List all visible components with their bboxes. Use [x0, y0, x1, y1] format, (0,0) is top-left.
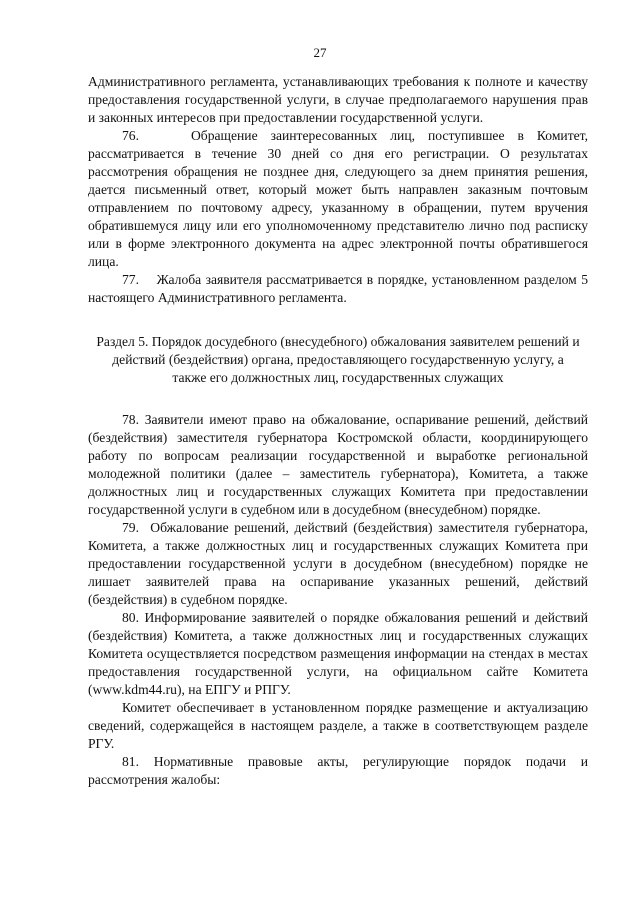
- paragraph-79: 79. Обжалование решений, действий (бездействия) заместителя губернатора, Комитета, а также должностных лиц и государственных служащих Комитета при предоставлении государственной услуги в досудебном (внесудебном) порядке не лишает заявителей права на оспаривание указанных решений, действий (бездействия) в судебном порядке.: [88, 520, 588, 607]
- paragraph-78: 78. Заявители имеют право на обжалование, оспаривание решений, действий (бездействия) заместителя губернатора Костромской области, координирующего работу по вопросам реализации государственной и выработке региональной молодежной политики (далее – заместитель губернатора), Комитета, а также должностных лиц и государственных служащих Комитета при предоставлении государственной услуги в судебном или в досудебном (внесудебном) порядке.: [88, 412, 588, 517]
- paragraph-76: 76. Обращение заинтересованных лиц, поступившее в Комитет, рассматривается в течение 30 дней со дня его регистрации. О результатах рассмотрения обращения не позднее дня, следующего за днем принятия решения, дается письменный ответ, который может быть направлен заказным почтовым отправлением по почтовому адресу, указанному в обращении, путем вручения обратившемуся лицу или его уполномоченному представителю лично под расписку или в форме электронного документа на адрес электронной почты обратившегося лица.: [88, 128, 588, 269]
- paragraph-80-addendum: Комитет обеспечивает в установленном порядке размещение и актуализацию сведений, содержащейся в настоящем разделе, а также в соответствующем разделе РГУ.: [88, 700, 588, 751]
- paragraph-continuation: Административного регламента, устанавливающих требования к полноте и качеству предоставления государственной услуги, в случае предполагаемого нарушения прав и законных интересов при предоставлении государственной услуги.: [88, 74, 588, 125]
- paragraph-81: 81. Нормативные правовые акты, регулирующие порядок подачи и рассмотрения жалобы:: [88, 754, 588, 787]
- paragraph-77: 77. Жалоба заявителя рассматривается в порядке, установленном разделом 5 настоящего Административного регламента.: [88, 272, 588, 305]
- page-body: [88, 73, 588, 789]
- section-5-heading: Раздел 5. Порядок досудебного (внесудебного) обжалования заявителем решений и действий (бездействия) органа, предоставляющего государственную услугу, а также его должностных лиц, государственных служащих: [96, 334, 580, 385]
- page-number: 27: [313, 45, 327, 60]
- paragraph-80: 80. Информирование заявителей о порядке обжалования решений и действий (бездействия) Комитета, а также должностных лиц и государственных служащих Комитета осуществляется посредством размещения информации на стендах в местах предоставления государственной услуги, на официальном сайте Комитета (www.kdm44.ru), на ЕПГУ и РПГУ.: [88, 610, 588, 697]
